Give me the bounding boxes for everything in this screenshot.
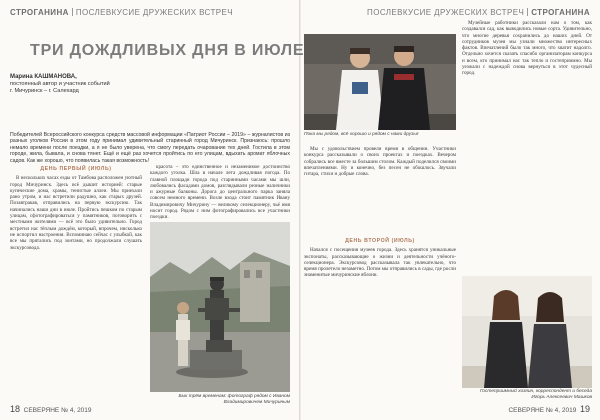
text-column-2 [150, 164, 290, 219]
article-title: ТРИ ДОЖДЛИВЫХ ДНЯ В ИЮЛЕ [30, 42, 305, 59]
left-footer [10, 404, 92, 414]
young-men-photo [304, 34, 456, 130]
women-photo-caption [462, 389, 592, 401]
column-3-text: Мы с удовольствием провели время в общении. Участники конкурса рассказывали о своих проектах и поездках. Вечером собрались все вместе за большим столом. Каждый поделился своими впечатлениями. Ну и конечно, без песен не обошлось. Звучали гитара, стихи и добрые слова. [304, 146, 456, 178]
author-byline [10, 74, 110, 95]
left-page-number: 18 [10, 404, 21, 414]
women-photo [462, 276, 592, 388]
day-two-heading: ДЕНЬ ВТОРОЙ (ИЮЛЬ) [345, 238, 415, 244]
left-rubric-label: ПОСЛЕВКУСИЕ ДРУЖЕСКИХ ВСТРЕЧ [75, 8, 233, 17]
statue-photo [150, 222, 290, 392]
young-men-photo-image [304, 34, 456, 130]
women-photo-caption-line1: Гостеприимный хозяин, корреспондент и беседа [479, 389, 592, 394]
text-column-1 [10, 164, 142, 404]
women-photo-image [462, 276, 592, 388]
right-footer [508, 404, 590, 414]
author-name: Марина КАШМАНОВА, [10, 74, 77, 80]
statue-photo-image [150, 222, 290, 392]
column-1-text: В нескольких часах езды от Тамбова расположен уютный город Мичуринск. Здесь всё дышит историей: старые купеческие дома, храмы, тенистые аллеи. Мы приехали рано утром, и нас встретили радушно, как старых друзей. Позавтракав, отправились на первую экскурсию. Так начинались наши дни в июле. Пройтись пешком по старым улицам, сфотографироваться у памятников, поговорить с местными жителями — всё это было удивительно. Город встретил нас тёплым дождём, который, впрочем, нисколько не испортил настроения. Вспоминаю сейчас с улыбкой, как все мы прятались под зонтами, но продолжали слушать экскурсовода. [10, 175, 142, 251]
left-section-label: СТРОГАНИНА [10, 8, 69, 17]
left-magazine-issue: СЕВЕРЯНЕ № 4, 2019 [23, 407, 92, 414]
column-4-text: Музейные работники рассказали нам о том, как создавался сад, как выводились новые сорта. Удивительно, что многие деревья сохранились до наших дней. От сотрудников музея мы узнали множество интересных фактов. Впечатлений было так много, что хватит надолго. Отдельно хочется сказать спасибо организаторам конкурса и всем, кто принимал нас так тепло и гостеприимно. Мы уезжали с надеждой снова вернуться в этот чудесный город. [462, 20, 592, 77]
right-page-number: 19 [579, 404, 590, 414]
statue-photo-caption: Бык трём временам: фотограф рядом с Иваном Владимировичем Мичуриным [178, 394, 290, 405]
right-page [300, 0, 600, 420]
author-role: постоянный автор и участник событий [10, 81, 110, 87]
text-column-3b [304, 236, 456, 406]
header-divider [72, 8, 73, 16]
right-rubric-label: ПОСЛЕВКУСИЕ ДРУЖЕСКИХ ВСТРЕЧ [367, 8, 525, 17]
day-one-heading: ДЕНЬ ПЕРВЫЙ (ИЮЛЬ) [40, 166, 112, 172]
header-divider [527, 8, 528, 16]
right-header [367, 8, 590, 17]
young-men-photo-caption: Пока мы рядом, всё хорошо и рядом с нами друзья [304, 132, 419, 137]
text-column-3 [304, 146, 456, 236]
right-magazine-issue: СЕВЕРЯНЕ № 4, 2019 [508, 407, 577, 414]
column-3b-text: Начался с посещения музеев города. Здесь хранятся уникальные экспонаты, рассказывающие о жизни и деятельности учёного-селекционера. Экскурсовод рассказывала так увлекательно, что время пролетело незаметно. Потом мы отправились в сады, где росли знаменитые мичуринские яблони. [304, 247, 456, 279]
right-section-label: СТРОГАНИНА [531, 8, 590, 17]
column-2-text: красота – это единственное и незаменимое достоинство каждого уголка. Шла в начале лета дождливая погода. По главной площади города под старинными часами мы шли, любовались фасадами домов, разглядывали резные наличники и ажурные балконы. Дорога до центрального парка заняла совсем немного времени. Возле входа стоит памятник Ивану Владимировичу Мичурину — великому селекционеру, чьё имя носит город. Рядом с ним фотографировались все участники поездки. [150, 164, 290, 219]
women-photo-caption-line2: Игорь Алексеевич Машков [531, 394, 592, 400]
text-column-4 [462, 20, 592, 272]
left-header [10, 8, 233, 17]
article-lead: Победителей Всероссийского конкурса средств массовой информации «Патриот России – 2019» – журналистов из разных уголков России в этом году принимал удивительный старинный город Мичуринск. Признаюсь: прошло немало времени после поездки, а я не былo уверена, что смогу передать очарование тех дней. Гостила в этом городе, жила, бывала, и снова тянет. Ещё и ещё раз хочется пройтись по его улицам, вдыхать аромат яблочных садов. Как же хорошо, что появилась такая возможность! [10, 132, 290, 164]
author-place: г. Мичуринск – г. Салехард [10, 88, 79, 94]
